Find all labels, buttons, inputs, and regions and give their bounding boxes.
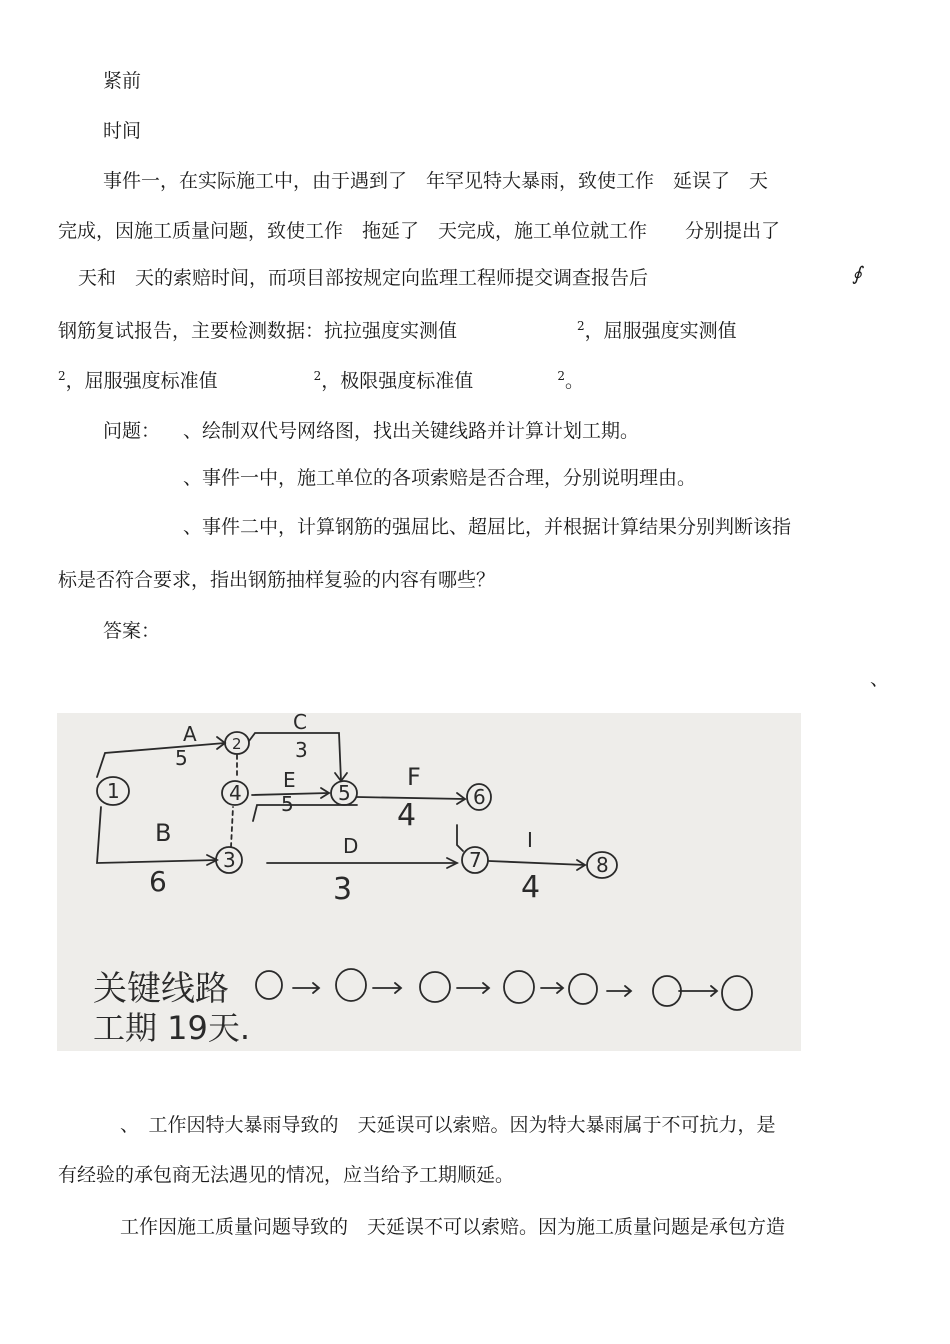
question-label: 问题： [103,420,161,442]
activity-f-duration: 4 [397,798,417,833]
node-7-label: 7 [469,848,482,872]
node-2-label: 2 [232,735,242,753]
network-diagram [57,713,801,1051]
arrow-i [489,861,585,865]
activity-c-duration: 3 [295,738,308,762]
activity-b-label: B [155,819,172,847]
activity-d-duration: 3 [333,872,353,907]
question-2: 、事件一中，施工单位的各项索赔是否合理，分别说明理由。 [183,467,697,489]
superscript: 2 [577,319,585,333]
question-3-line-1: 、事件二中，计算钢筋的强屈比、超屈比，并根据计算结果分别判断该指 [183,516,792,538]
project-duration-label: 工期 19天. [93,1009,251,1047]
activity-f-label: F [407,763,421,791]
arrow-6-7 [457,825,463,851]
activity-a-duration: 5 [175,746,188,770]
stray-mark: ∮ [852,263,862,285]
node-4-label: 4 [229,781,242,805]
activity-e-duration: 5 [281,792,294,816]
line-4-5-lower [253,805,357,821]
period-mark: 。 [564,370,584,392]
critical-path-label: 关键线路 [93,969,229,1009]
tensile-label: 钢筋复试报告，主要检测数据：抗拉强度实测值 [58,320,458,342]
table-fragment-predecessor: 紧前 [103,70,142,92]
node-5-label: 5 [338,781,351,805]
superscript: 2 [58,369,66,383]
event-two-line-2 [58,366,584,393]
question-3-line-2: 标是否符合要求，指出钢筋抽样复验的内容有哪些？ [58,569,496,591]
event-one-line-3: 天和 天的索赔时间，而项目部按规定向监理工程师提交调查报告后 [78,267,649,289]
activity-b-duration: 6 [149,865,167,898]
activity-i-label: I [527,828,533,852]
table-fragment-time: 时间 [103,120,142,142]
answer-2-line-1: 、 工作因特大暴雨导致的 天延误可以索赔。因为特大暴雨属于不可抗力，是 [120,1114,776,1136]
arrow-a [97,743,225,777]
activity-d-label: D [343,834,359,858]
activity-i-duration: 4 [521,870,541,905]
event-one-line-1: 事件一，在实际施工中，由于遇到了 年罕见特大暴雨，致使工作 延误了 天 [103,170,769,192]
superscript: 2 [313,369,322,383]
node-1-label: 1 [107,779,120,803]
answer-label: 答案： [103,620,161,642]
dummy-3-4 [231,807,233,847]
event-two-line-1 [58,316,737,343]
node-8-label: 8 [596,853,609,877]
answer-2-line-2: 有经验的承包商无法遇见的情况，应当给予工期顺延。 [58,1164,515,1186]
event-one-line-2: 完成，因施工质量问题，致使工作 拖延了 天完成，施工单位就工作 分别提出了 [58,220,781,242]
question-1: 、绘制双代号网络图，找出关键线路并计算计划工期。 [183,420,640,442]
stray-comma: 、 [870,668,890,690]
activity-e-label: E [283,768,296,792]
network-diagram-photo [57,713,801,1051]
activity-a-label: A [183,722,197,746]
answer-2-line-3: 工作因施工质量问题导致的 天延误不可以索赔。因为施工质量问题是承包方造 [120,1216,786,1238]
superscript: 2 [557,369,565,383]
yield-measured-label: ，屈服强度实测值 [584,320,737,342]
ultimate-standard-label: ，极限强度标准值 [321,370,474,392]
activity-c-label: C [293,713,307,734]
node-3-label: 3 [223,848,236,872]
yield-standard-label: ，屈服强度标准值 [65,370,218,392]
node-6-label: 6 [473,785,486,809]
